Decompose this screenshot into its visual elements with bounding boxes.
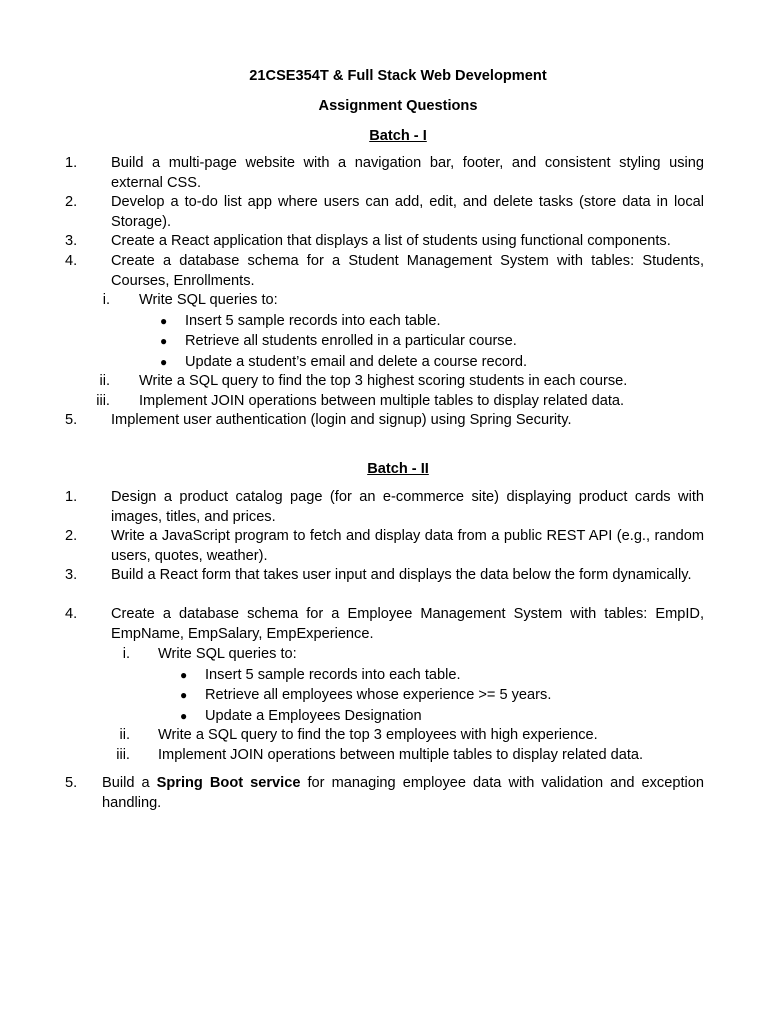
item-number: 3.	[65, 233, 78, 249]
sub-text: Write a SQL query to find the top 3 highest scoring students in each course.	[139, 373, 628, 389]
item-number: 1.	[65, 155, 78, 171]
batch-2-heading: Batch - II	[367, 461, 429, 477]
item-text: Create a database schema for a Employee Management System with tables: EmpID, EmpName, EmpSalary, EmpExperience.	[111, 606, 704, 642]
page-subtitle: Assignment Questions	[318, 98, 478, 114]
sub-text: Write SQL queries to:	[139, 292, 278, 308]
bullet-dot-icon: ●	[180, 688, 188, 702]
bullet-dot-icon: ●	[180, 668, 188, 682]
bullet-dot-icon: ●	[160, 334, 168, 348]
bullet-text: Retrieve all employees whose experience >= 5 years.	[205, 687, 552, 703]
item-number: 2.	[65, 194, 78, 210]
bullet-text: Update a Employees Designation	[205, 708, 422, 724]
item-text-pre: Build a	[102, 775, 157, 791]
bullet-text: Retrieve all students enrolled in a particular course.	[185, 333, 517, 349]
item-text: Build a multi-page website with a navigation bar, footer, and consistent styling using external CSS.	[111, 155, 704, 191]
item-text: Create a React application that displays a list of students using functional components.	[111, 233, 671, 249]
item-number: 3.	[65, 567, 78, 583]
sub-text: Implement JOIN operations between multiple tables to display related data.	[139, 393, 625, 409]
item-number: 4.	[65, 253, 78, 269]
sub-text: Write a SQL query to find the top 3 employees with high experience.	[158, 727, 598, 743]
item-text	[102, 774, 704, 813]
bullet-text: Insert 5 sample records into each table.	[185, 313, 441, 329]
item-text: Develop a to-do list app where users can add, edit, and delete tasks (store data in local Storage).	[111, 194, 704, 230]
sub-number: i.	[102, 292, 110, 308]
bullet-dot-icon: ●	[160, 355, 168, 369]
item-text: Build a React form that takes user input and displays the data below the form dynamically.	[111, 567, 692, 583]
bullet-dot-icon: ●	[160, 314, 168, 328]
item-text-post: for managing employee data with validation and exception handling.	[102, 775, 704, 811]
bullet-text: Update a student’s email and delete a course record.	[185, 354, 528, 370]
item-text-bold: Spring Boot service	[156, 775, 301, 791]
batch-1-heading: Batch - I	[369, 128, 427, 144]
bullet-dot-icon: ●	[180, 709, 188, 723]
item-text: Design a product catalog page (for an e-commerce site) displaying product cards with images, titles, and prices.	[111, 489, 704, 525]
item-text: Implement user authentication (login and signup) using Spring Security.	[111, 412, 572, 428]
item-text: Write a JavaScript program to fetch and display data from a public REST API (e.g., random users, quotes, weather).	[111, 528, 704, 564]
bullet-text: Insert 5 sample records into each table.	[205, 667, 461, 683]
sub-text: Write SQL queries to:	[158, 646, 297, 662]
sub-number: i.	[122, 646, 130, 662]
sub-number: iii.	[116, 747, 130, 763]
item-number: 2.	[65, 528, 78, 544]
item-number: 1.	[65, 489, 78, 505]
item-number: 4.	[65, 606, 78, 622]
sub-number: iii.	[96, 393, 110, 409]
sub-number: ii.	[99, 373, 110, 389]
item-number: 5.	[65, 775, 78, 791]
course-title: 21CSE354T & Full Stack Web Development	[249, 68, 547, 84]
sub-number: ii.	[119, 727, 130, 743]
item-number: 5.	[65, 412, 78, 428]
item-text: Create a database schema for a Student Management System with tables: Students, Courses, Enrollments.	[111, 253, 704, 289]
sub-text: Implement JOIN operations between multiple tables to display related data.	[158, 747, 644, 763]
